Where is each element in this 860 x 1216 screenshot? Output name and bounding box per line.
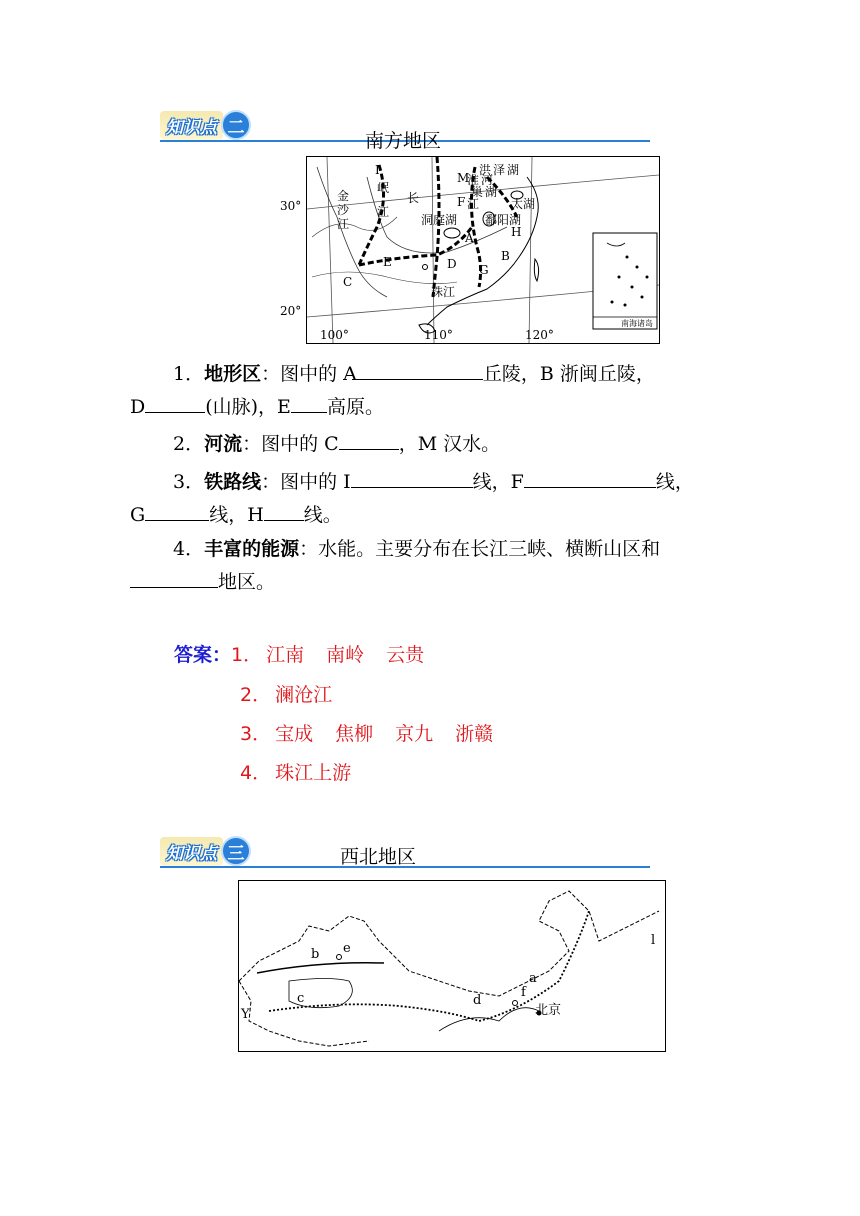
nw-label-beijing: 北京 — [535, 1003, 562, 1018]
answer-2-item-1: 澜沧江 — [275, 684, 333, 706]
map-label-B: B — [501, 249, 510, 263]
nw-label-l: l — [651, 933, 656, 948]
answer-4-item-1: 珠江上游 — [275, 762, 352, 784]
nw-label-c: c — [297, 991, 305, 1006]
map-label-F: F — [457, 195, 466, 209]
map-label-I: I — [375, 163, 380, 177]
map-label-G: G — [479, 263, 489, 277]
section3-badge — [160, 836, 251, 866]
map-label-chang: 长 — [407, 191, 420, 205]
lon-120-label: 120° — [525, 328, 554, 342]
map-label-hu2: 湖 — [485, 185, 498, 199]
map-label-tai-jiang: 江 — [467, 197, 480, 211]
q2-num: 2． — [173, 433, 205, 455]
answer-4 — [240, 758, 351, 785]
map-label-poyanghu: 鄱阳湖 — [485, 213, 522, 227]
map-label-E: E — [383, 255, 392, 269]
map-label-jin: 金 — [337, 189, 350, 203]
map-label-min: 岷 — [377, 181, 390, 195]
nw-label-y: Y — [241, 1007, 250, 1022]
answer-1-item-1: 江南 — [266, 644, 305, 666]
q3-num: 3． — [173, 471, 205, 493]
map-label-taihu: 太湖 — [511, 197, 536, 211]
map-label-jiang2: 江 — [377, 205, 390, 219]
q1-head: 地形区 — [204, 363, 262, 385]
map-label-jiang1: 江 — [337, 217, 350, 231]
q1-num: 1． — [173, 363, 205, 385]
question-1 — [130, 357, 730, 423]
q1-text-3: D — [130, 396, 146, 418]
lat-30-label: 30° — [280, 199, 302, 213]
answer-1-item-3: 云贵 — [386, 644, 425, 666]
section2-badge-number: 二 — [221, 110, 251, 140]
q3-text-3: 线， — [655, 471, 694, 493]
q4-blank[interactable] — [130, 565, 218, 588]
lat-20-label: 20° — [280, 304, 302, 318]
question-3 — [130, 465, 730, 531]
section2-title: 南方地区 — [365, 130, 442, 152]
northwest-china-map — [238, 880, 666, 1052]
map-label-dongtinghu: 洞庭湖 — [421, 213, 458, 227]
q3-blank-g[interactable] — [145, 498, 209, 521]
answer-3-num: 3． — [240, 723, 272, 745]
answer-1-item-2: 南岭 — [326, 644, 365, 666]
map-label-he: 河 — [481, 173, 494, 187]
map-inset-label: 南海诸岛 — [621, 319, 653, 328]
q2-text-1: ：图中的 C — [242, 433, 339, 455]
q4-head: 丰富的能源 — [204, 538, 300, 560]
q4-text-2: 地区。 — [218, 571, 276, 593]
section3-title: 西北地区 — [340, 846, 417, 868]
q2-blank-c[interactable] — [339, 427, 399, 450]
map-label-hong: 洪 — [479, 163, 492, 177]
map-label-huai: 淮 — [467, 173, 480, 187]
map-label-A: A — [465, 231, 474, 245]
q3-text-5: 线，H — [209, 504, 264, 526]
q1-text-5: 高原。 — [326, 396, 384, 418]
q1-text-4: (山脉)，E — [205, 396, 291, 418]
q1-blank-a[interactable] — [357, 357, 483, 380]
q3-blank-h[interactable] — [264, 498, 304, 521]
map-label-zhujiang: 珠江 — [431, 285, 456, 299]
map-label-hu1: 湖 — [507, 163, 520, 177]
nw-label-d: d — [473, 993, 482, 1008]
section2-badge — [160, 110, 251, 140]
lon-100-label: 100° — [320, 328, 349, 342]
q3-text-6: 线。 — [303, 504, 342, 526]
q3-text-1: ：图中的 I — [261, 471, 351, 493]
q3-text-2: 线，F — [472, 471, 524, 493]
nw-label-e: e — [343, 941, 351, 956]
section3-badge-label: 知识点 — [160, 837, 223, 866]
lon-110-label: 110° — [424, 328, 453, 342]
answer-1-num: 1． — [231, 644, 263, 666]
map-label-H: H — [511, 225, 522, 239]
question-4 — [130, 533, 730, 598]
answer-3-item-1: 宝成 — [275, 723, 314, 745]
answer-1 — [174, 640, 424, 667]
nw-label-a: a — [529, 971, 537, 986]
q2-text-2: ，M 汉水。 — [398, 433, 501, 455]
answer-2 — [240, 680, 332, 707]
northwest-map-drawing — [239, 881, 665, 1051]
map-label-C: C — [343, 275, 353, 289]
map-label-sha: 沙 — [337, 203, 350, 217]
section3-badge-number: 三 — [221, 836, 251, 866]
q4-num: 4． — [173, 538, 205, 560]
q1-blank-e[interactable] — [291, 390, 327, 413]
answer-2-num: 2． — [240, 684, 272, 706]
q3-blank-i[interactable] — [351, 465, 473, 488]
map-label-M: M — [457, 171, 470, 185]
answer-3-item-4: 浙赣 — [455, 723, 494, 745]
q4-text-1: ：水能。主要分布在长江三峡、横断山区和 — [299, 538, 661, 560]
map-label-chao: 巢 — [471, 185, 484, 199]
q1-blank-d[interactable] — [145, 390, 205, 413]
map-label-ze: 泽 — [493, 163, 506, 177]
section2-badge-label: 知识点 — [160, 111, 223, 140]
q1-text-1: ：图中的 A — [261, 363, 357, 385]
q3-text-4: G — [130, 504, 146, 526]
south-china-map — [306, 156, 660, 344]
nw-label-f: f — [521, 985, 526, 1000]
q3-blank-f[interactable] — [524, 465, 656, 488]
answer-3 — [240, 719, 493, 746]
q3-head: 铁路线 — [204, 471, 262, 493]
q2-head: 河流 — [204, 433, 243, 455]
q1-text-2: 丘陵，B 浙闽丘陵， — [482, 363, 655, 385]
question-2 — [130, 427, 730, 460]
answer-3-item-3: 京九 — [395, 723, 434, 745]
answer-4-num: 4． — [240, 762, 272, 784]
answer-3-item-2: 焦柳 — [335, 723, 374, 745]
nw-label-b: b — [311, 947, 320, 962]
answer-label: 答案： — [174, 644, 232, 666]
map-label-D: D — [447, 257, 457, 271]
